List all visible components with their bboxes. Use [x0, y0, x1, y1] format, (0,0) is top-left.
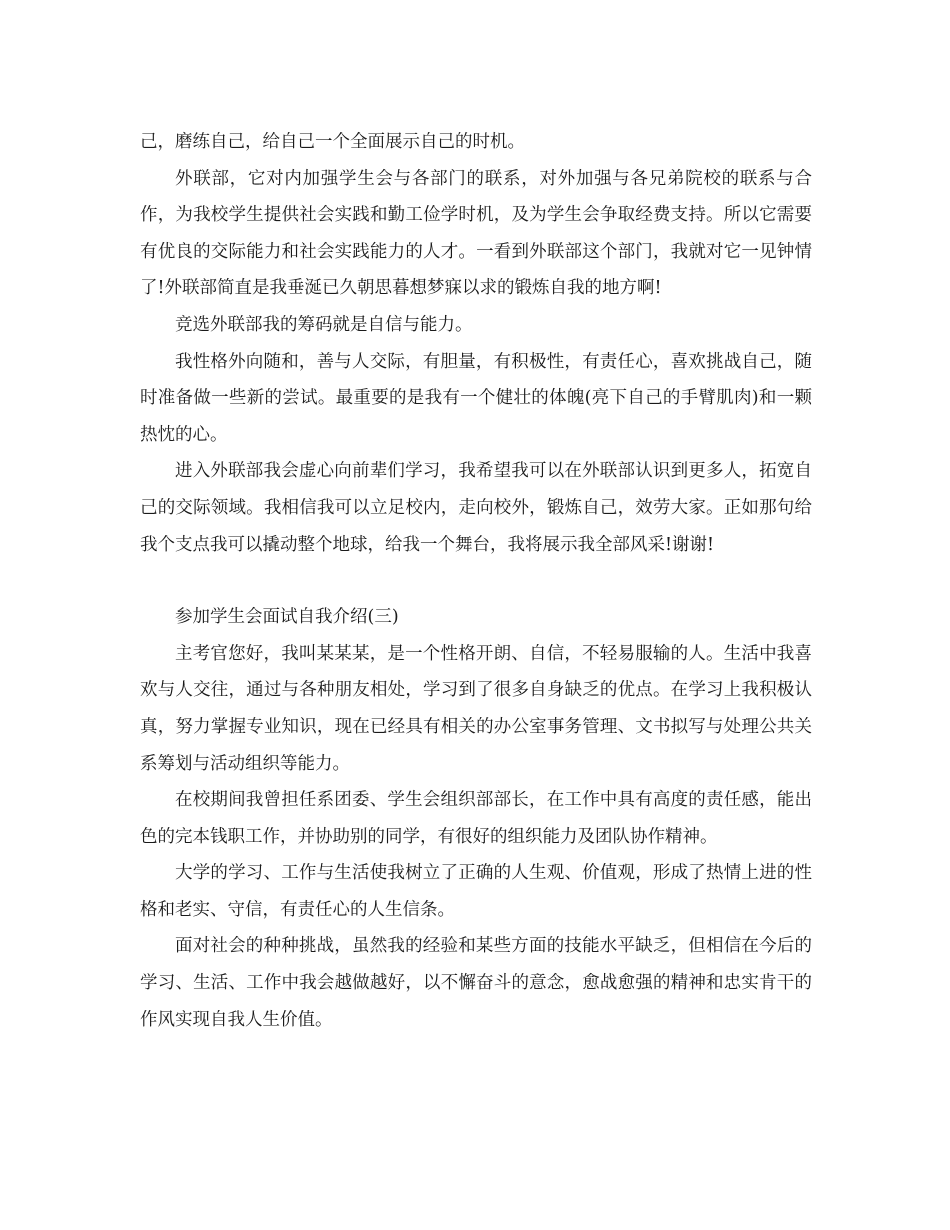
paragraph-challenges: 面对社会的种种挑战，虽然我的经验和某些方面的技能水平缺乏，但相信在今后的学习、生活、工作中我会越做越好，以不懈奋斗的意念，愈战愈强的精神和忠实肯干的作风实现自我人生价值。: [140, 936, 812, 1030]
section-spacer: [140, 563, 812, 599]
paragraph-values: 大学的学习、工作与生活使我树立了正确的人生观、价值观，形成了热情上进的性格和老实、守信，有责任心的人生信条。: [140, 863, 812, 920]
paragraph-external-affairs-intro: 外联部，它对内加强学生会与各部门的联系，对外加强与各兄弟院校的联系与合作，为我校学生提供社会实践和勤工俭学时机，及为学生会争取经费支持。所以它需要有优良的交际能力和社会实践能力的人才。一看到外联部这个部门，我就对它一见钟情了!外联部简直是我垂涎已久朝思暮想梦寐以求的锻炼自我的地方啊!: [140, 168, 812, 299]
paragraph-continued: 己，磨练自己，给自己一个全面展示自己的时机。: [140, 132, 525, 152]
paragraph-personality: 我性格外向随和，善与人交际，有胆量，有积极性，有责任心，喜欢挑战自己，随时准备做一些新的尝试。最重要的是我有一个健壮的体魄(亮下自己的手臂肌肉)和一颗热忱的心。: [140, 351, 812, 445]
document-body: [140, 124, 812, 1038]
paragraph-closing: 进入外联部我会虚心向前辈们学习，我希望我可以在外联部认识到更多人，拓宽自己的交际领域。我相信我可以立足校内，走向校外，锻炼自己，效劳大家。正如那句给我个支点我可以撬动整个地球，给我一个舞台，我将展示我全部风采!谢谢!: [140, 461, 812, 555]
paragraph-self-introduction: 主考官您好，我叫某某某，是一个性格开朗、自信，不轻易服输的人。生活中我喜欢与人交往，通过与各种朋友相处，学习到了很多自身缺乏的优点。在学习上我积极认真，努力掌握专业知识，现在已经具有相关的办公室事务管理、文书拟写与处理公共关系筹划与活动组织等能力。: [140, 643, 812, 774]
paragraph-campus-roles: 在校期间我曾担任系团委、学生会组织部部长，在工作中具有高度的责任感，能出色的完本钱职工作，并协助别的同学，有很好的组织能力及团队协作精神。: [140, 790, 812, 847]
paragraph-bargaining-chip: 竞选外联部我的筹码就是自信与能力。: [175, 314, 473, 335]
section-heading: 参加学生会面试自我介绍(三): [175, 607, 399, 628]
